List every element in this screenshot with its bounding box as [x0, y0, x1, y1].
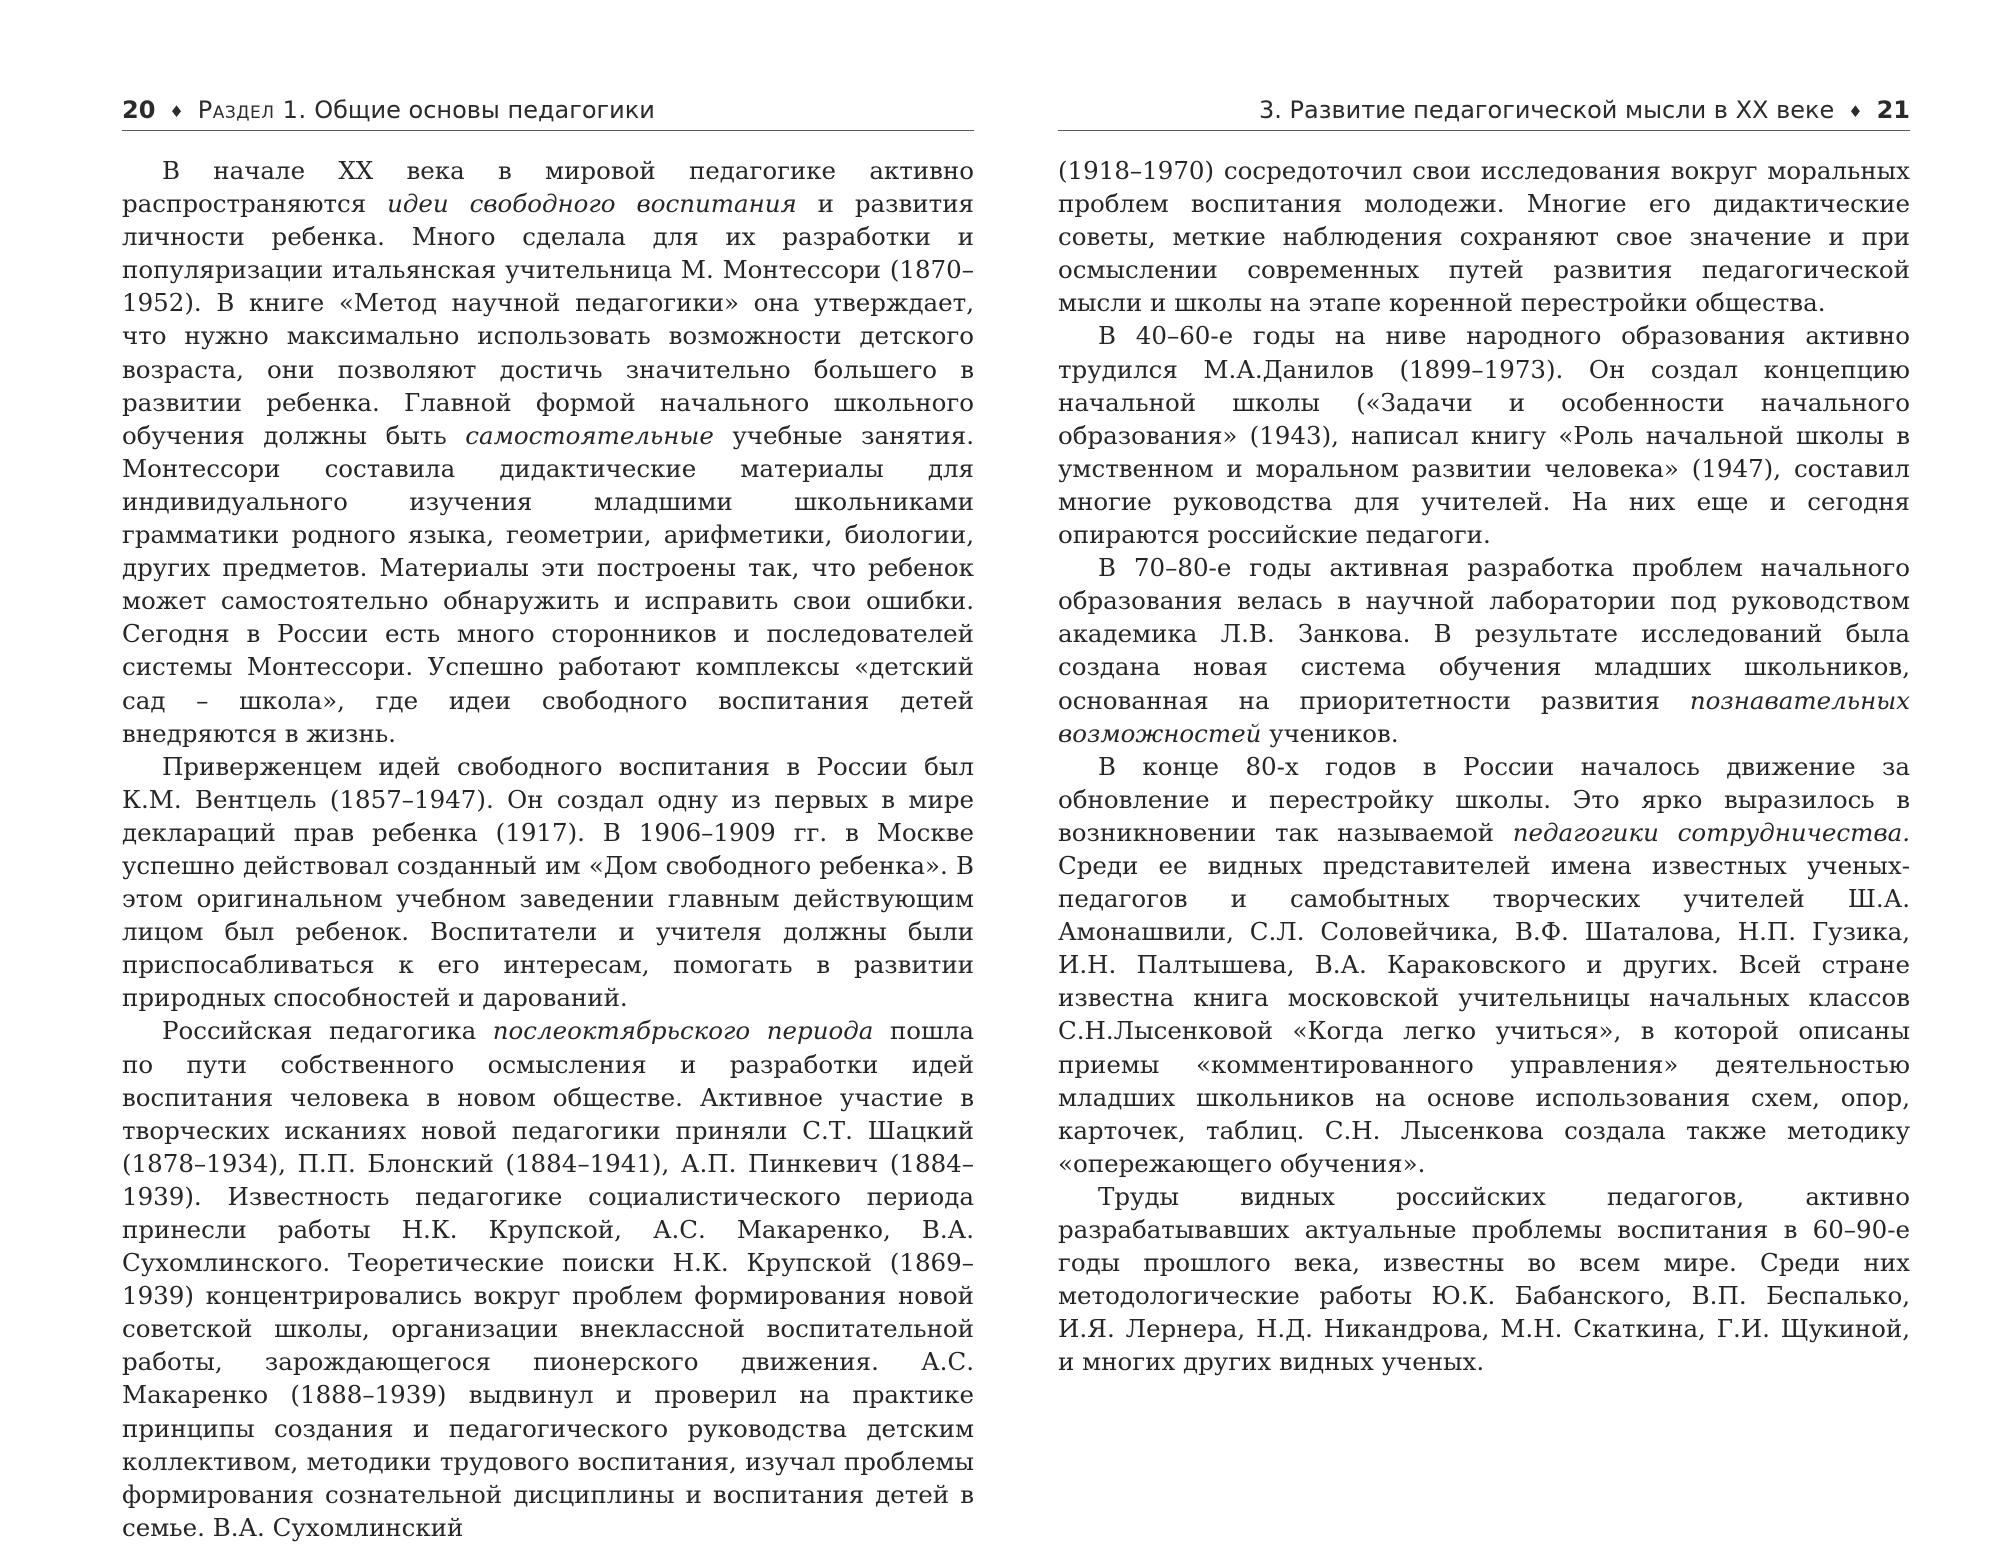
right-page-number: 21 [1876, 96, 1910, 124]
text-run: В конце 80-х годов в России началось движение за обновление и перестройку школы. Это ярко выразилось в возникновении так называемой [1058, 751, 1910, 847]
left-running-head [122, 84, 974, 131]
text-run: В 70–80-е годы активная разработка проблем начального образования велась в научной лаборатории под руководством академика Л.В. Занкова. В результате исследований была создана новая система обучения младших школьников, основанная на приоритетности развития [1058, 553, 1910, 715]
diamond-separator-icon: ♦ [169, 102, 184, 121]
right-body-text [1058, 154, 1910, 1378]
right-page [1010, 0, 2000, 1561]
diamond-separator-icon: ♦ [1848, 102, 1863, 121]
left-body-text [122, 154, 974, 1544]
text-run: Среди ее видных представителей имена известных ученых-педагогов и самобытных творческих учителей Ш.А. Амонашвили, С.Л. Соловейчика, В.Ф. Шаталова, Н.П. Гузика, И.Н. Палтышева, В.А. Караковского и других. Всей стране известна книга московской учительницы начальных классов С.Н.Лысенковой «Когда легко учиться», в которой описаны приемы «комментированного управления» деятельностью младших школьников на основе использования схем, опор, карточек, таблиц. С.Н. Лысенкова создала также методику «опережающего обучения». [1058, 850, 1910, 1178]
italic-term: познавательных возможностей [1058, 685, 1910, 748]
paragraph [122, 1014, 974, 1544]
italic-term: послеоктябрьского периода [492, 1016, 874, 1046]
paragraph: В 40–60-е годы на ниве народного образования активно трудился М.А.Данилов (1899–1973). Он создал концепцию начальной школы («Задачи и особенности начального образования» (1943), написал книгу «Роль начальной школы в умственном и моральном развитии человека» (1947), составил многие руководства для учителей. На них еще и сегодня опираются российские педагоги. [1058, 321, 1910, 550]
italic-term: идеи свободного воспитания [387, 189, 797, 219]
italic-term: самостоятельные [465, 420, 714, 450]
paragraph [1058, 551, 1910, 750]
text-run: В начале XX века в мировой педагогике активно распространяются [122, 156, 974, 219]
text-run: и развития личности ребенка. Много сделала для их разработки и популяризации итальянская учительница М. Монтессори (1870–1952). В книге «Метод научной педагогики» она утверждает, что нужно максимально использовать возможности детского возраста, они позволяют достичь значительно большего в развитии ребенка. Главной формой начального школьного обучения должны быть [122, 189, 974, 450]
paragraph: Труды видных российских педагогов, активно разрабатывавших актуальные проблемы воспитания в 60–90-е годы прошлого века, известны во всем мире. Среди них методологические работы Ю.К. Бабанского, В.П. Беспалько, И.Я. Лернера, Н.Д. Никандрова, М.Н. Скаткина, Г.И. Щукиной, и многих других видных ученых. [1058, 1181, 1910, 1377]
text-run: учеников. [1261, 718, 1399, 748]
paragraph [122, 154, 974, 750]
text-run: учебные занятия. Монтессори составила дидактические материалы для индивидуального изучения младшими школьниками грамматики родного языка, геометрии, арифметики, биологии, других предметов. Материалы эти построены так, что ребенок может самостоятельно обнаружить и исправить свои ошибки. Сегодня в России есть много сторонников и последователей системы Монтессори. Успешно работают комплексы «детский сад – школа», где идеи свободного воспитания детей внедряются в жизнь. [122, 420, 974, 748]
chapter-title: 3. Развитие педагогической мысли в XX веке [1258, 96, 1835, 124]
text-run: пошла по пути собственного осмысления и разработки идей воспитания человека в новом обществе. Активное участие в творческих исканиях новой педагогики приняли С.Т. Шацкий (1878–1934), П.П. Блонский (1884–1941), А.П. Пинкевич (1884–1939). Известность педагогике социалистического периода принесли работы Н.К. Крупской, А.С. Макаренко, В.А. Сухомлинского. Теоретические поиски Н.К. Крупской (1869–1939) концентрировались вокруг проблем формирования новой советской школы, организации внеклассной воспитательной работы, зарождающегося пионерского движения. А.С. Макаренко (1888–1939) выдвинул и проверил на практике принципы создания и педагогического руководства детским коллективом, методики трудового воспитания, изучал проблемы формирования сознательной дисциплины и воспитания детей в семье. В.А. Сухомлинский [122, 1016, 974, 1542]
right-running-head [1058, 84, 1910, 131]
text-run: Российская педагогика [162, 1016, 493, 1046]
section-title: Общие основы педагогики [314, 96, 655, 124]
section-label: Раздел 1. [197, 96, 307, 124]
paragraph: Приверженцем идей свободного воспитания в России был К.М. Вентцель (1857–1947). Он создал одну из первых в мире деклараций прав ребенка (1917). В 1906–1909 гг. в Москве успешно действовал созданный им «Дом свободного ребенка». В этом оригинальном учебном заведении главным действующим лицом был ребенок. Воспитатели и учителя должны были приспосабливаться к его интересам, помогать в развитии природных способностей и дарований. [122, 751, 974, 1013]
paragraph: (1918–1970) сосредоточил свои исследования вокруг моральных проблем воспитания молодежи. Многие его дидактические советы, меткие наблюдения сохраняют свое значение и при осмыслении современных путей развития педагогической мысли и школы на этапе коренной перестройки общества. [1058, 156, 1910, 318]
paragraph [1058, 750, 1910, 1180]
left-page-number: 20 [122, 96, 156, 124]
left-page [0, 0, 990, 1561]
italic-term: педагогики сотрудничества. [1512, 817, 1910, 847]
